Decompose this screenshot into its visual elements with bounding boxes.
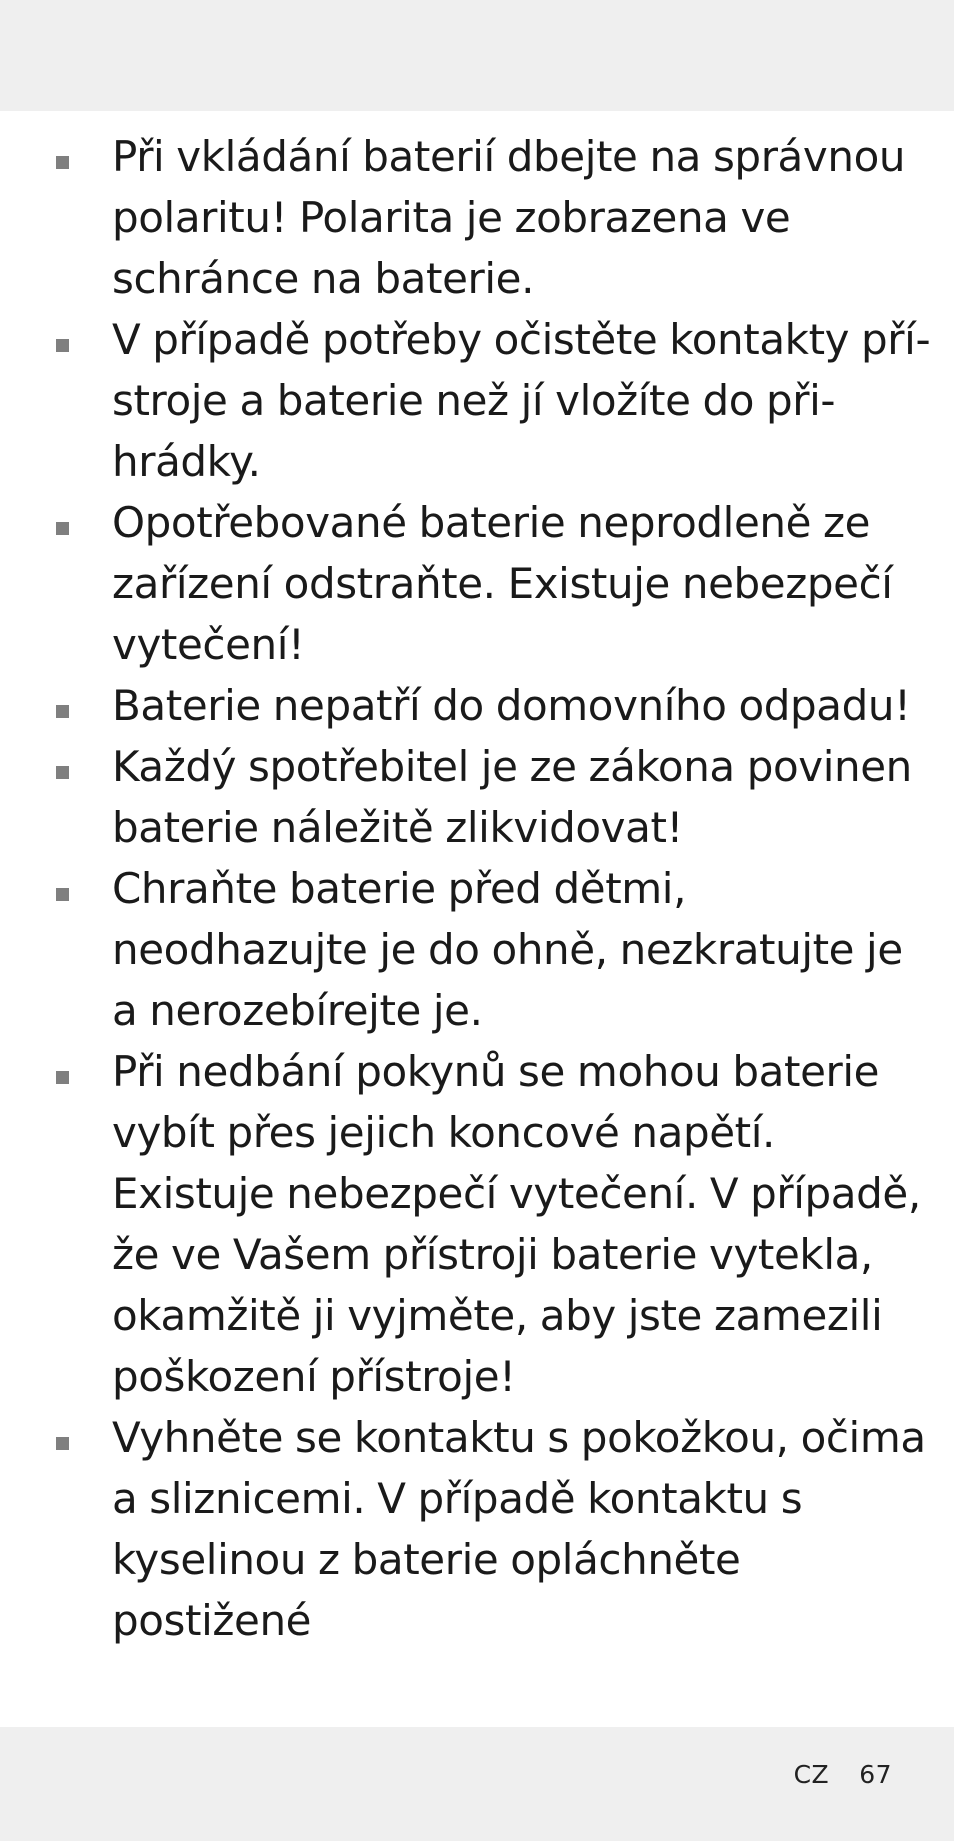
list-item-text: Při vkládání baterií dbejte na správnou polaritu! Polarita je zobrazena ve schránce na baterie. (112, 132, 906, 303)
square-bullet-icon (56, 766, 69, 779)
page-content (0, 126, 954, 1651)
list-item (0, 309, 954, 492)
list-item-text: Při nedbání pokynů se mohou baterie vybít přes jejich koncové napětí. Existuje nebezpečí vytečení. V případě, že ve Vašem přístroji baterie vytekla, okamžitě ji vyjměte, aby jste zamezili poškození přístroje! (112, 1047, 921, 1401)
page-number: 67 (859, 1760, 892, 1789)
square-bullet-icon (56, 888, 69, 901)
list-item (0, 126, 954, 309)
square-bullet-icon (56, 1071, 69, 1084)
square-bullet-icon (56, 1437, 69, 1450)
square-bullet-icon (56, 339, 69, 352)
list-item (0, 675, 954, 736)
language-code: CZ (793, 1760, 830, 1789)
list-item (0, 858, 954, 1041)
header-band (0, 0, 954, 111)
list-item-text: Vyhněte se kontaktu s pokožkou, očima a sliznicemi. V případě kontaktu s kyselinou z baterie opláchněte postižené (112, 1413, 926, 1645)
list-item (0, 1041, 954, 1407)
page-footer (794, 1760, 892, 1789)
square-bullet-icon (56, 156, 69, 169)
square-bullet-icon (56, 705, 69, 718)
list-item (0, 1407, 954, 1651)
list-item-text: Opotřebované baterie neprodleně ze zařízení odstraňte. Existuje nebezpečí vytečení! (112, 498, 893, 669)
list-item-text: Každý spotřebitel je ze zákona povinen baterie náležitě zlikvidovat! (112, 742, 912, 852)
safety-bullet-list (0, 126, 954, 1651)
list-item (0, 492, 954, 675)
list-item-text: Chraňte baterie před dětmi, neodhazujte je do ohně, nezkratujte je a nerozebírejte je. (112, 864, 903, 1035)
list-item (0, 736, 954, 858)
square-bullet-icon (56, 522, 69, 535)
list-item-text: Baterie nepatří do domovního odpadu! (112, 681, 911, 730)
list-item-text: V případě potřeby očistěte kontakty přístroje a baterie než jí vložíte do přihrádky. (112, 315, 931, 486)
